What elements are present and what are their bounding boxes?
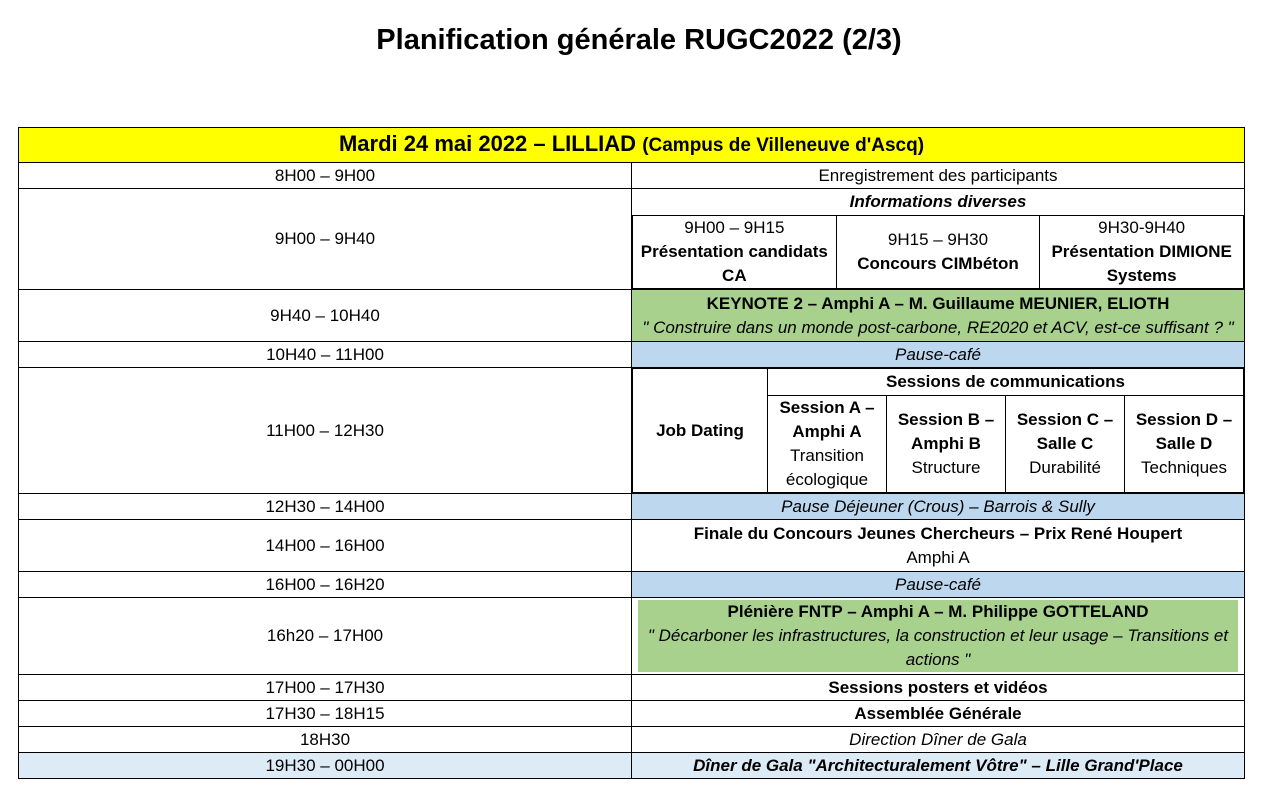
- session-topic: Techniques: [1140, 458, 1227, 477]
- job-dating-cell: Job Dating: [633, 369, 768, 493]
- session-topic: Durabilité: [1029, 458, 1101, 477]
- info-title: Informations diverses: [849, 192, 1027, 211]
- info-item-label: Présentation DIMIONE Systems: [1051, 242, 1232, 285]
- table-row: [19, 494, 1245, 520]
- info-subtable: [632, 215, 1244, 289]
- schedule-table: [18, 127, 1245, 779]
- pause-cell: Pause-café: [632, 342, 1245, 368]
- day-header-main: Mardi 24 mai 2022 – LILLIAD: [338, 131, 637, 156]
- table-row: [19, 189, 1245, 290]
- pause-cell: Pause-café: [632, 572, 1245, 598]
- session-topic: Transition écologique: [785, 446, 869, 489]
- pause-cell: Pause Déjeuner (Crous) – Barrois & Sully: [632, 494, 1245, 520]
- table-row: [19, 290, 1245, 342]
- keynote-quote: " Construire dans un monde post-carbone, RE2020 et ACV, est-ce suffisant ? ": [642, 317, 1234, 337]
- time-cell: 12H30 – 14H00: [19, 494, 632, 520]
- page-title: Planification générale RUGC2022 (2/3): [376, 24, 902, 56]
- time-cell: 11H00 – 12H30: [19, 368, 632, 494]
- table-row: [19, 163, 1245, 189]
- table-row: [19, 342, 1245, 368]
- session-item: [887, 396, 1006, 493]
- gala-cell: Dîner de Gala "Architecturalement Vôtre" – Lille Grand'Place: [632, 753, 1245, 779]
- table-row: [19, 598, 1245, 675]
- final-place: Amphi A: [906, 547, 970, 567]
- info-cell: [632, 189, 1245, 290]
- time-cell: 18H30: [19, 727, 632, 753]
- info-item: [633, 216, 837, 289]
- table-row: [19, 701, 1245, 727]
- event-cell: Enregistrement des participants: [632, 163, 1245, 189]
- table-row: [19, 753, 1245, 779]
- session-name: Session C – Salle C: [1016, 410, 1114, 453]
- session-item: [768, 396, 887, 493]
- session-name: Session A – Amphi A: [779, 398, 875, 441]
- time-cell: 17H30 – 18H15: [19, 701, 632, 727]
- table-row: [19, 727, 1245, 753]
- info-item-label: Présentation candidats CA: [640, 242, 828, 285]
- table-row: [19, 368, 1245, 494]
- pleniere-cell: [632, 598, 1245, 675]
- event-cell: Sessions posters et vidéos: [632, 675, 1245, 701]
- session-item: [1125, 396, 1244, 493]
- sessions-title: Sessions de communications: [768, 369, 1244, 396]
- time-cell: 16h20 – 17H00: [19, 598, 632, 675]
- time-cell: 17H00 – 17H30: [19, 675, 632, 701]
- info-item: [1040, 216, 1244, 289]
- pleniere-title: Plénière FNTP – Amphi A – M. Philippe GOTTELAND: [727, 602, 1149, 621]
- final-cell: [632, 520, 1245, 572]
- final-title: Finale du Concours Jeunes Chercheurs – Prix René Houpert: [693, 523, 1183, 543]
- day-header: [19, 128, 1245, 163]
- day-header-sub: (Campus de Villeneuve d'Ascq): [642, 135, 925, 156]
- session-name: Session B – Amphi B: [897, 410, 995, 453]
- session-topic: Structure: [911, 458, 981, 477]
- info-item-time: 9H15 – 9H30: [887, 230, 989, 249]
- event-cell: Assemblée Générale: [632, 701, 1245, 727]
- event-cell: Direction Dîner de Gala: [632, 727, 1245, 753]
- time-cell: 19H30 – 00H00: [19, 753, 632, 779]
- time-cell: 10H40 – 11H00: [19, 342, 632, 368]
- time-cell: 9H00 – 9H40: [19, 189, 632, 290]
- sessions-subtable: [632, 368, 1244, 493]
- info-item-label: Concours CIMbéton: [857, 254, 1019, 273]
- time-cell: 9H40 – 10H40: [19, 290, 632, 342]
- time-cell: 16H00 – 16H20: [19, 572, 632, 598]
- session-name: Session D – Salle D: [1135, 410, 1233, 453]
- time-cell: 14H00 – 16H00: [19, 520, 632, 572]
- sessions-cell: [632, 368, 1245, 494]
- keynote-title: KEYNOTE 2 – Amphi A – M. Guillaume MEUNIER, ELIOTH: [706, 293, 1170, 313]
- keynote-cell: [632, 290, 1245, 342]
- table-row: [19, 572, 1245, 598]
- table-row: [19, 520, 1245, 572]
- day-header-row: [19, 128, 1245, 163]
- session-item: [1006, 396, 1125, 493]
- pleniere-box: [638, 600, 1238, 672]
- info-item: [836, 216, 1040, 289]
- table-row: [19, 675, 1245, 701]
- time-cell: 8H00 – 9H00: [19, 163, 632, 189]
- info-item-time: 9H00 – 9H15: [684, 218, 785, 237]
- info-item-time: 9H30-9H40: [1098, 218, 1186, 237]
- pleniere-quote: " Décarboner les infrastructures, la construction et leur usage – Transitions et actions ": [647, 626, 1229, 669]
